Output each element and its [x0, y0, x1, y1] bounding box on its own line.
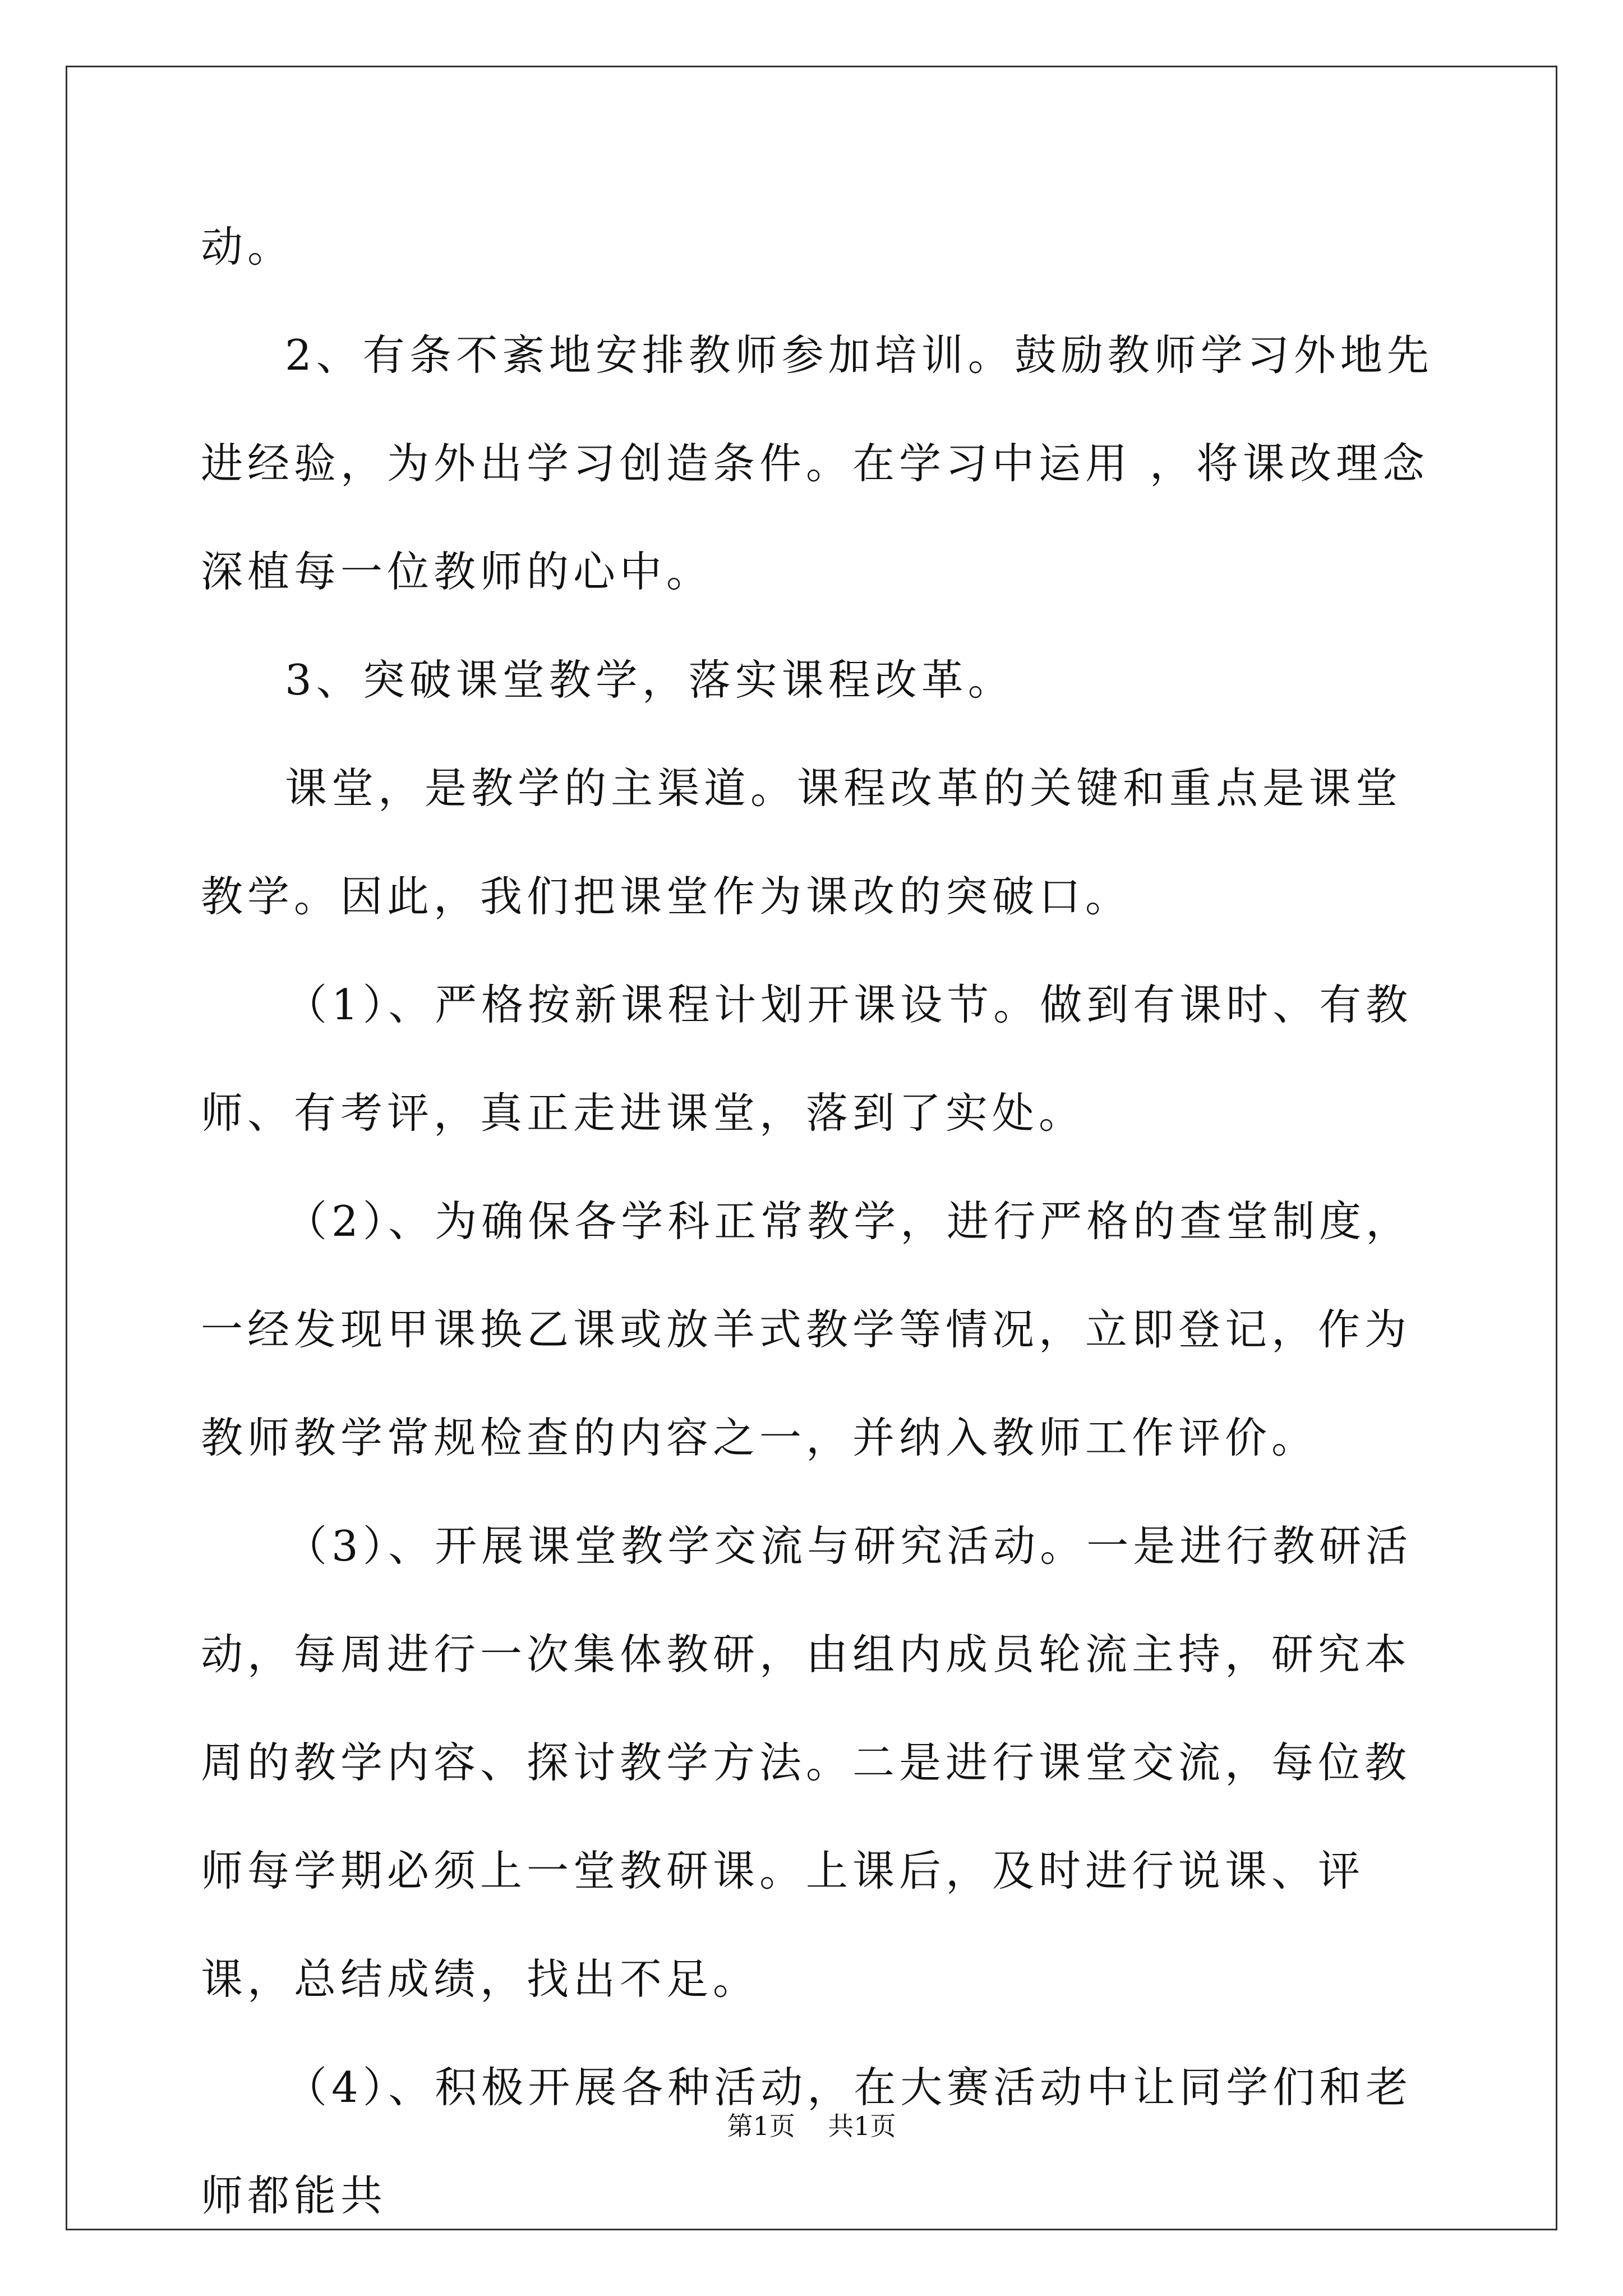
document-body: [201, 193, 1440, 2250]
paragraph-7: （4）、积极开展各种活动，在大赛活动中让同学们和老师都能共: [201, 2063, 1413, 2220]
paragraph-3: 课堂，是教学的主渠道。课程改革的关键和重点是课堂教学。因此，我们把课堂作为课改的突破口。: [201, 763, 1403, 921]
paragraph-6: （3）、开展课堂教学交流与研究活动。一是进行教研活动，每周进行一次集体教研，由组内成员轮流主持，研究本周的教学内容、探讨教学方法。二是进行课堂交流，每位教师每学期必须上一堂教研课。上课后，及时进行说课、评课，总结成绩，找出不足。: [201, 1521, 1413, 2004]
paragraph-5: （2）、为确保各学科正常教学，进行严格的查堂制度，一经发现甲课换乙课或放羊式教学等情况，立即登记，作为教师教学常规检查的内容之一，并纳入教师工作评价。: [201, 1197, 1413, 1462]
page-total: 共1页: [828, 2111, 896, 2141]
page-footer: [0, 2109, 1623, 2143]
paragraph-1: 2、有条不紊地安排教师参加培训。鼓励教师学习外地先进经验，为外出学习创造条件。在学习中运用 ，将课改理念深植每一位教师的心中。: [201, 330, 1433, 596]
paragraph-2: 3、突破课堂教学，落实课程改革。: [285, 655, 1015, 705]
page-number: 第1页: [727, 2111, 795, 2141]
paragraph-0: 动。: [201, 222, 294, 272]
paragraph-4: （1）、严格按新课程计划开课设节。做到有课时、有教师、有考评，真正走进课堂，落到了实处。: [201, 980, 1413, 1138]
